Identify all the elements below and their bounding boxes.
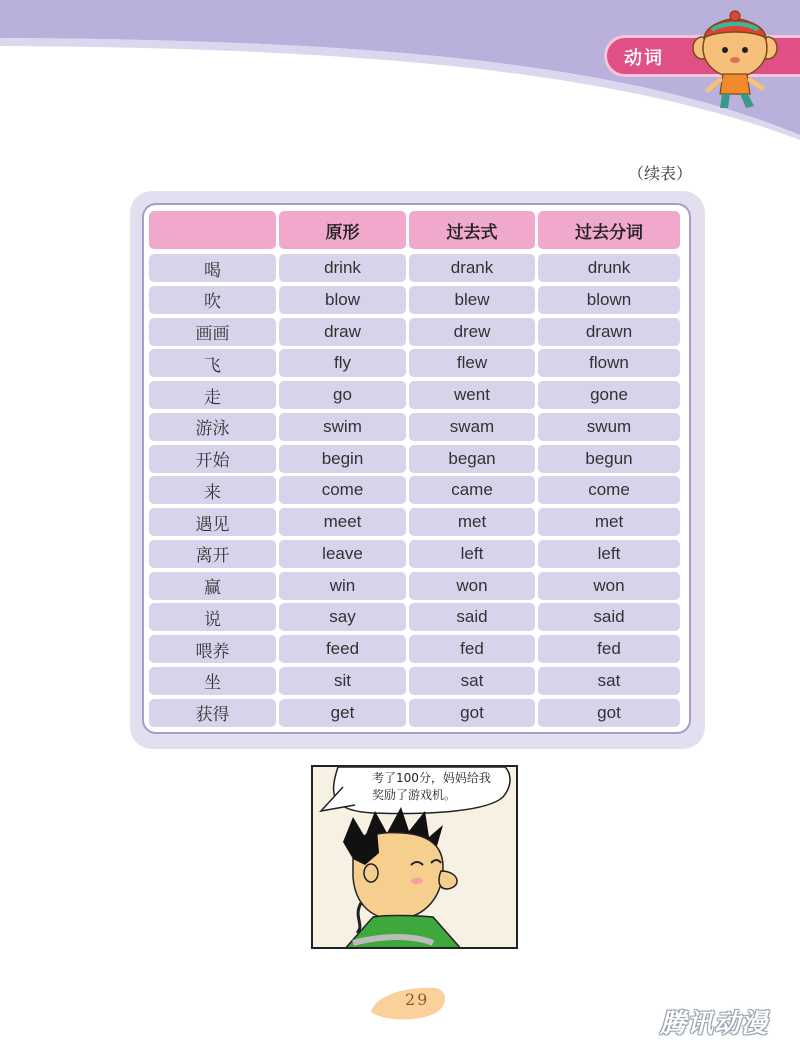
- speech-line-1: 考了100分，妈妈给我: [372, 771, 491, 785]
- cell-chinese: 喝: [149, 254, 276, 282]
- continued-label: （续表）: [627, 164, 692, 183]
- cell-past-tense: blew: [409, 286, 535, 314]
- page-number: 29: [405, 990, 430, 1009]
- cell-chinese: 喂养: [149, 635, 276, 663]
- cell-base-form: sit: [279, 667, 406, 695]
- cell-past-tense: drew: [409, 318, 535, 346]
- cell-past-participle: drunk: [538, 254, 680, 282]
- cell-past-participle: swum: [538, 413, 680, 441]
- cell-base-form: get: [279, 699, 406, 727]
- watermark-logo: 腾讯动漫: [660, 1009, 769, 1039]
- cell-chinese: 画画: [149, 318, 276, 346]
- header-cell-base-form: 原形: [279, 211, 406, 249]
- cell-past-tense: swam: [409, 413, 535, 441]
- cell-past-tense: won: [409, 572, 535, 600]
- cell-past-participle: said: [538, 603, 680, 631]
- header-cell-blank: [149, 211, 276, 249]
- cell-base-form: feed: [279, 635, 406, 663]
- cell-past-participle: begun: [538, 445, 680, 473]
- cell-base-form: say: [279, 603, 406, 631]
- cell-chinese: 坐: [149, 667, 276, 695]
- cell-base-form: fly: [279, 349, 406, 377]
- cell-past-tense: fed: [409, 635, 535, 663]
- cell-base-form: blow: [279, 286, 406, 314]
- cell-past-tense: left: [409, 540, 535, 568]
- cell-past-participle: sat: [538, 667, 680, 695]
- cell-chinese: 说: [149, 603, 276, 631]
- cell-chinese: 吹: [149, 286, 276, 314]
- speech-line-2: 奖励了游戏机。: [372, 788, 457, 802]
- cell-past-participle: fed: [538, 635, 680, 663]
- cell-chinese: 来: [149, 476, 276, 504]
- cell-past-tense: said: [409, 603, 535, 631]
- cell-past-tense: met: [409, 508, 535, 536]
- cell-chinese: 飞: [149, 349, 276, 377]
- cell-past-tense: drank: [409, 254, 535, 282]
- cell-past-participle: met: [538, 508, 680, 536]
- cell-past-participle: come: [538, 476, 680, 504]
- chapter-label: 动词: [624, 48, 664, 69]
- cell-chinese: 遇见: [149, 508, 276, 536]
- cell-base-form: swim: [279, 413, 406, 441]
- cell-past-tense: got: [409, 699, 535, 727]
- header-cell-past-tense: 过去式: [409, 211, 535, 249]
- mascot-illustration: [690, 8, 780, 112]
- cell-past-participle: flown: [538, 349, 680, 377]
- cell-past-tense: went: [409, 381, 535, 409]
- cell-base-form: win: [279, 572, 406, 600]
- cell-chinese: 赢: [149, 572, 276, 600]
- cell-past-tense: flew: [409, 349, 535, 377]
- cell-past-tense: sat: [409, 667, 535, 695]
- cell-base-form: draw: [279, 318, 406, 346]
- cell-past-tense: came: [409, 476, 535, 504]
- cell-base-form: come: [279, 476, 406, 504]
- cell-chinese: 开始: [149, 445, 276, 473]
- cell-base-form: begin: [279, 445, 406, 473]
- cell-chinese: 离开: [149, 540, 276, 568]
- header-cell-past-participle: 过去分词: [538, 211, 680, 249]
- cell-base-form: leave: [279, 540, 406, 568]
- cell-chinese: 获得: [149, 699, 276, 727]
- cell-past-participle: got: [538, 699, 680, 727]
- cell-past-participle: won: [538, 572, 680, 600]
- cell-chinese: 游泳: [149, 413, 276, 441]
- cell-chinese: 走: [149, 381, 276, 409]
- cell-past-tense: began: [409, 445, 535, 473]
- speech-bubble: [372, 770, 512, 804]
- cell-base-form: drink: [279, 254, 406, 282]
- cell-past-participle: gone: [538, 381, 680, 409]
- cell-past-participle: blown: [538, 286, 680, 314]
- cell-base-form: go: [279, 381, 406, 409]
- cell-past-participle: drawn: [538, 318, 680, 346]
- cell-past-participle: left: [538, 540, 680, 568]
- verb-table: [149, 211, 680, 730]
- cell-base-form: meet: [279, 508, 406, 536]
